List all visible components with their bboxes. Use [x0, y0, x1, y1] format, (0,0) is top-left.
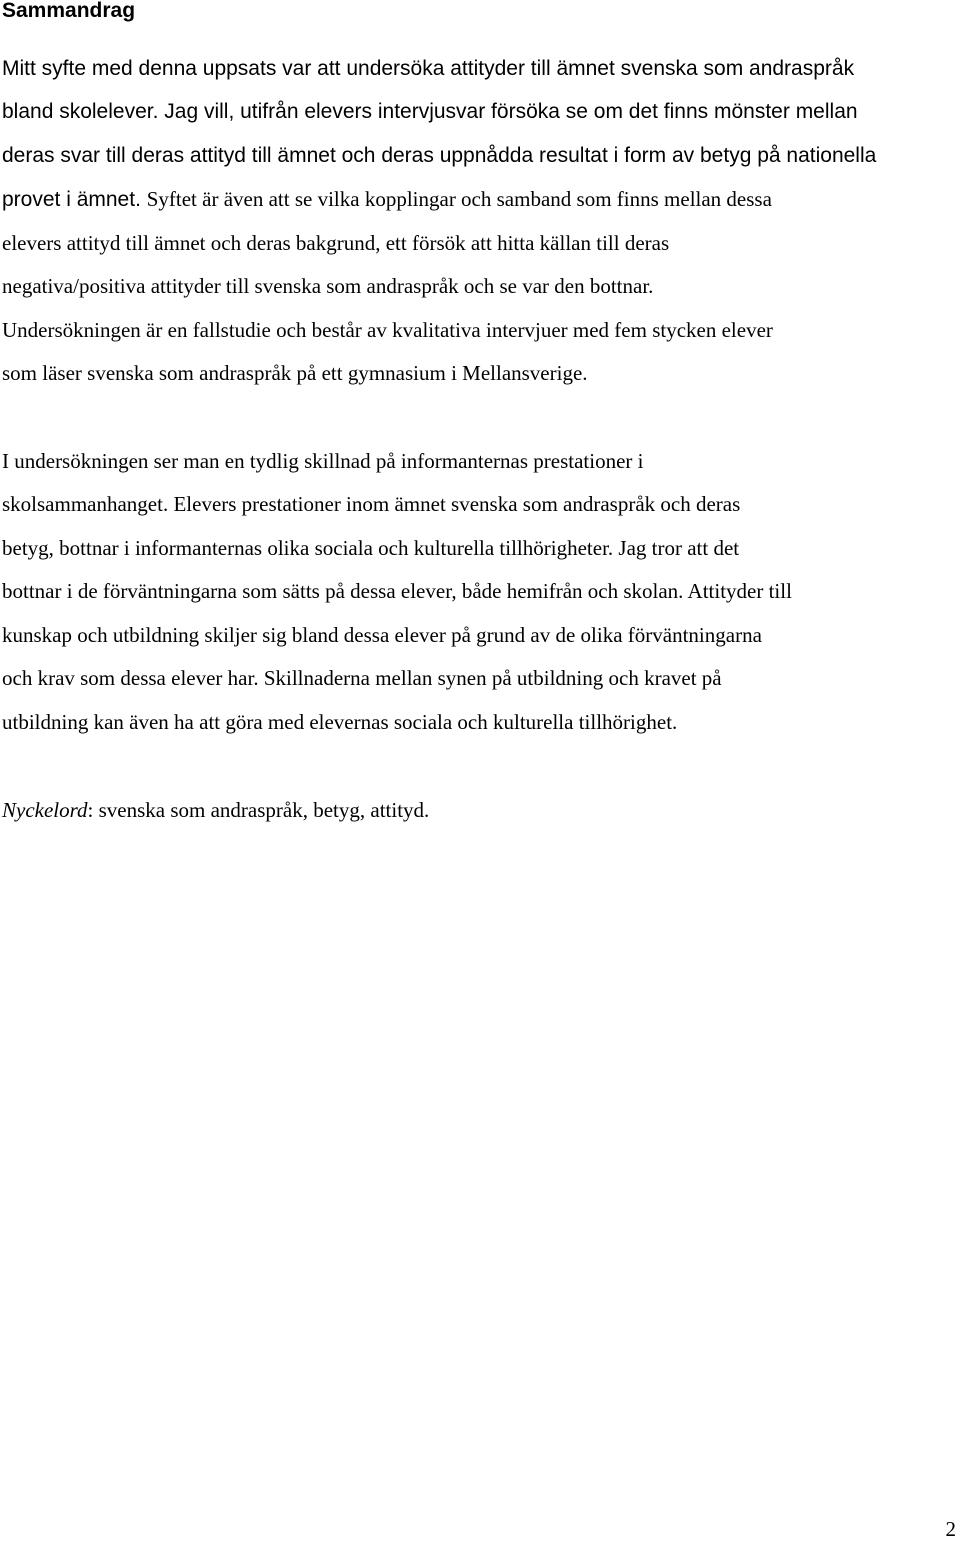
- text-line: skolsammanhanget. Elevers prestationer inom ämnet svenska som andraspråk och deras: [2, 492, 741, 516]
- text-line: elevers attityd till ämnet och deras bakgrund, ett försök att hitta källan till deras: [2, 231, 670, 255]
- section-heading: Sammandrag: [2, 0, 136, 22]
- text-line: I undersökningen ser man en tydlig skillnad på informanternas prestationer i: [2, 449, 644, 473]
- text-line: och krav som dessa elever har. Skillnaderna mellan synen på utbildning och kravet på: [2, 666, 722, 690]
- text-line: [2, 186, 772, 213]
- text-line: bland skolelever. Jag vill, utifrån elevers intervjusvar försöka se om det finns mönster mellan: [2, 100, 858, 123]
- text-line: bottnar i de förväntningarna som sätts på dessa elever, både hemifrån och skolan. Attityder till: [2, 579, 792, 603]
- text-line: utbildning kan även ha att göra med elevernas sociala och kulturella tillhörighet.: [2, 710, 678, 734]
- text-line: som läser svenska som andraspråk på ett gymnasium i Mellansverige.: [2, 361, 588, 385]
- keywords-label: Nyckelord: [2, 798, 88, 822]
- keywords-line: [2, 797, 429, 823]
- keywords-text: : svenska som andraspråk, betyg, attityd.: [87, 798, 430, 822]
- text-line: deras svar till deras attityd till ämnet och deras uppnådda resultat i form av betyg på nationella: [2, 144, 877, 167]
- text-line: Undersökningen är en fallstudie och består av kvalitativa intervjuer med fem stycken elever: [2, 318, 773, 342]
- text-segment-sans: provet i ämnet.: [2, 188, 147, 211]
- text-segment-serif: Syftet är även att se vilka kopplingar och samband som finns mellan dessa: [146, 187, 772, 211]
- text-line: Mitt syfte med denna uppsats var att undersöka attityder till ämnet svenska som andraspråk: [2, 57, 855, 80]
- page-number: 2: [945, 1517, 956, 1541]
- text-line: negativa/positiva attityder till svenska som andraspråk och se var den bottnar.: [2, 274, 654, 298]
- text-line: kunskap och utbildning skiljer sig bland dessa elever på grund av de olika förväntningarna: [2, 623, 762, 647]
- text-line: betyg, bottnar i informanternas olika sociala och kulturella tillhörigheter. Jag tror att det: [2, 536, 740, 560]
